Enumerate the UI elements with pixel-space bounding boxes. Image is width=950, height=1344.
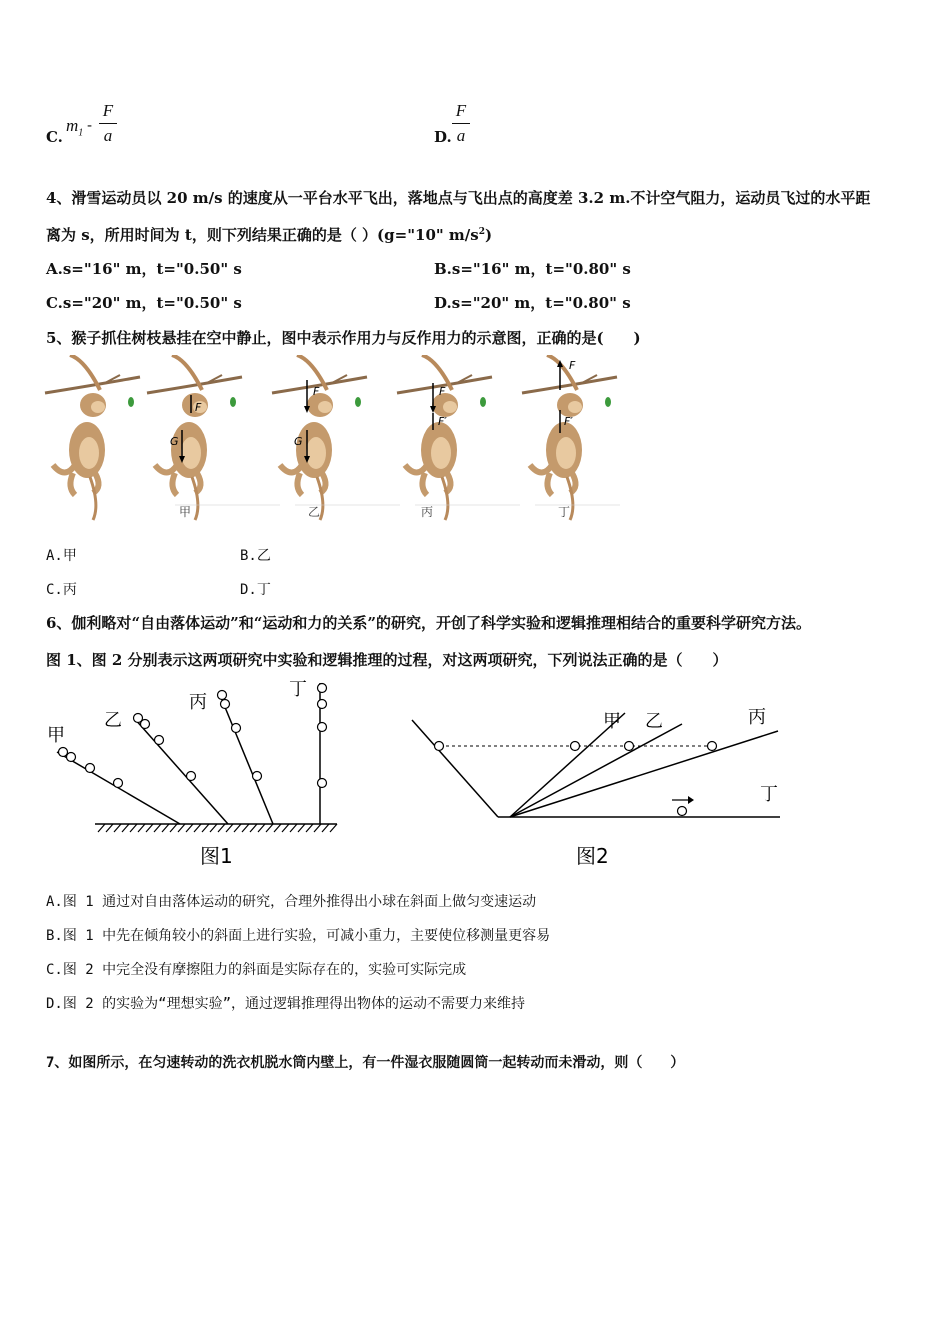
- q4-stem-line2: 离为 s，所用时间为 t，则下列结果正确的是（ ）(g="10" $m/s^2$): [46, 226, 493, 244]
- svg-text:甲: 甲: [179, 505, 192, 519]
- q4-option-a[interactable]: A.s="16" m，t="0.50" s: [46, 260, 242, 278]
- q3-option-c-fraction: F a: [99, 101, 117, 146]
- q3-option-d-fraction: F a: [452, 101, 470, 146]
- q4-stem-line1: 4、滑雪运动员以 20 m/s 的速度从一平台水平飞出，落地点与飞出点的高度差 3.2 m.不计空气阻力，运动员飞过的水平距: [46, 189, 871, 207]
- svg-text:F: F: [195, 401, 202, 414]
- svg-text:乙: 乙: [104, 710, 122, 731]
- svg-text:甲: 甲: [603, 711, 621, 732]
- q6-option-a[interactable]: A.图 1 通过对自由落体运动的研究，合理外推得出小球在斜面上做匀变速运动: [46, 894, 537, 910]
- svg-text:甲: 甲: [47, 725, 65, 746]
- q4-option-c[interactable]: C.s="20" m，t="0.50" s: [46, 294, 242, 312]
- svg-text:丙: 丙: [748, 707, 766, 728]
- monkey-yi: [272, 355, 367, 520]
- monkey-bing: [397, 355, 492, 520]
- q3-option-c-mass: $m_1$: [66, 116, 84, 139]
- svg-text:F′: F′: [564, 415, 573, 428]
- q4-option-b[interactable]: B.s="16" m，t="0.80" s: [434, 260, 631, 278]
- svg-text:图2: 图2: [576, 844, 609, 868]
- q6-option-d[interactable]: D.图 2 的实验为“理想实验”，通过逻辑推理得出物体的运动不需要力来维持: [46, 996, 525, 1012]
- svg-text:G: G: [294, 435, 303, 448]
- svg-text:丁: 丁: [558, 505, 571, 519]
- q5-monkey-figure: [40, 355, 630, 525]
- q6-figure-1: [40, 675, 350, 875]
- svg-text:F: F: [439, 385, 446, 398]
- q3-option-c-minus: -: [87, 116, 93, 134]
- svg-text:丙: 丙: [189, 692, 207, 713]
- q5-stem: 5、猴子抓住树枝悬挂在空中静止，图中表示作用力与反作用力的示意图，正确的是( ): [46, 329, 641, 347]
- q3-option-d-label[interactable]: D.: [434, 128, 452, 146]
- q6-stem-line1: 6、伽利略对“自由落体运动”和“运动和力的关系”的研究，开创了科学实验和逻辑推理相结合的重要科学研究方法。: [46, 614, 811, 632]
- svg-text:F: F: [569, 359, 576, 372]
- svg-text:图1: 图1: [200, 844, 233, 868]
- monkey-plain: [45, 355, 140, 520]
- q6-option-c[interactable]: C.图 2 中完全没有摩擦阻力的斜面是实际存在的，实验可实际完成: [46, 962, 467, 978]
- q3-option-c-label[interactable]: C.: [46, 128, 63, 146]
- q4-option-d[interactable]: D.s="20" m，t="0.80" s: [434, 294, 631, 312]
- q5-option-d[interactable]: D.丁: [240, 582, 271, 598]
- q5-option-a[interactable]: A.甲: [46, 548, 77, 564]
- q6-option-b[interactable]: B.图 1 中先在倾角较小的斜面上进行实验，可减小重力，主要使位移测量更容易: [46, 928, 551, 944]
- q5-option-b[interactable]: B.乙: [240, 548, 271, 564]
- q6-stem-line2: 图 1、图 2 分别表示这两项研究中实验和逻辑推理的过程，对这两项研究，下列说法正确的是（ ）: [46, 651, 728, 669]
- q6-figure-2: [400, 690, 790, 880]
- svg-text:丙: 丙: [421, 505, 434, 519]
- svg-text:乙: 乙: [308, 505, 321, 519]
- q5-option-c[interactable]: C.丙: [46, 582, 77, 598]
- svg-text:G: G: [170, 435, 179, 448]
- svg-text:F′: F′: [438, 415, 447, 428]
- svg-text:丁: 丁: [289, 679, 307, 700]
- svg-text:乙: 乙: [645, 711, 663, 732]
- svg-text:F: F: [313, 385, 320, 398]
- q7-stem: 7、如图所示，在匀速转动的洗衣机脱水筒内壁上，有一件湿衣服随圆筒一起转动而未滑动，则（ ）: [46, 1055, 685, 1071]
- monkey-ding: [522, 355, 617, 520]
- monkey-jia: [147, 355, 242, 520]
- svg-text:丁: 丁: [760, 784, 778, 805]
